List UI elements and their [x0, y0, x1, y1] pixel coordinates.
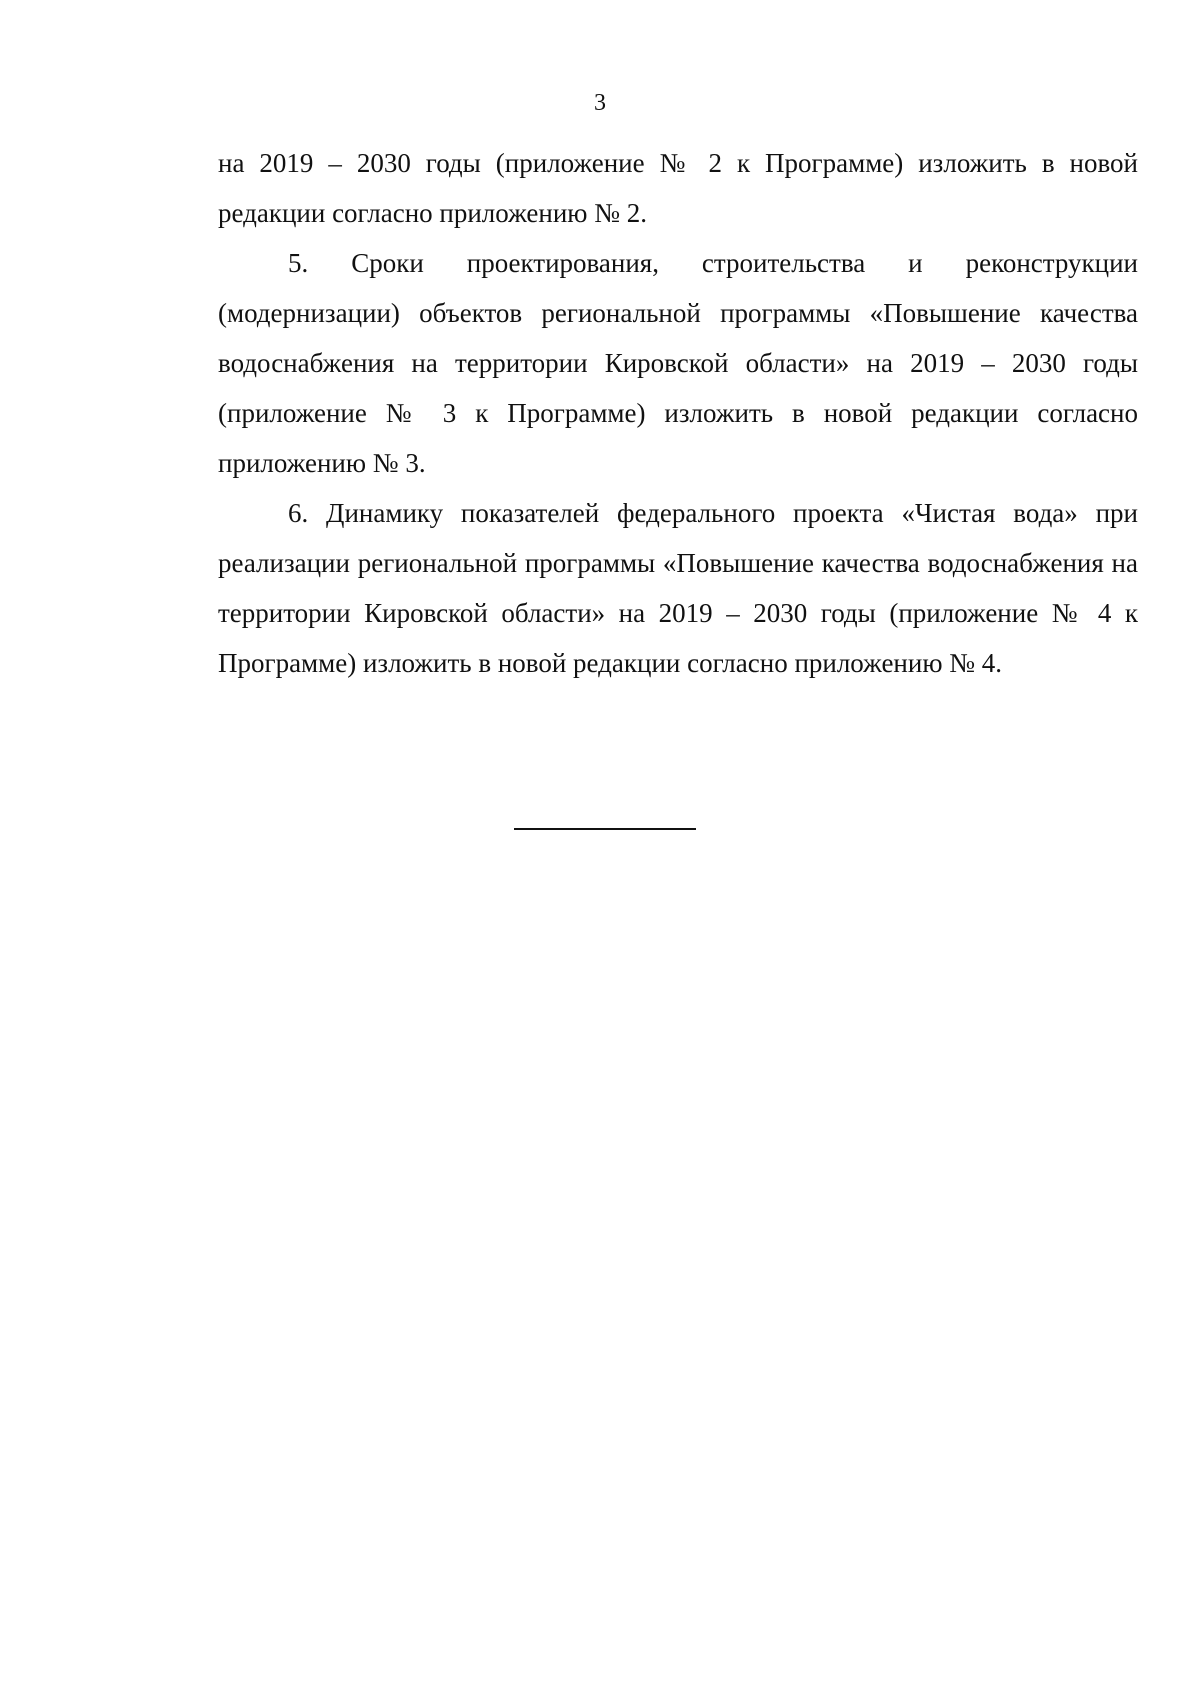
document-body [218, 138, 1138, 688]
paragraph-item-5: 5. Сроки проектирования, строительства и реконструкции (модернизации) объектов региональной программы «Повышение качества водоснабжения на территории Кировской области» на 2019 – 2030 годы (приложение № 3 к Программе) изложить в новой редакции согласно приложению № 3. [218, 248, 1138, 478]
paragraph-continuation: на 2019 – 2030 годы (приложение № 2 к Программе) изложить в новой редакции согласно приложению № 2. [218, 148, 1138, 228]
page-number: 3 [594, 90, 606, 116]
end-separator-line [514, 828, 696, 830]
paragraph-item-6: 6. Динамику показателей федерального проекта «Чистая вода» при реализации региональной программы «Повышение качества водоснабжения на территории Кировской области» на 2019 – 2030 годы (приложение № 4 к Программе) изложить в новой редакции согласно приложению № 4. [218, 498, 1138, 678]
